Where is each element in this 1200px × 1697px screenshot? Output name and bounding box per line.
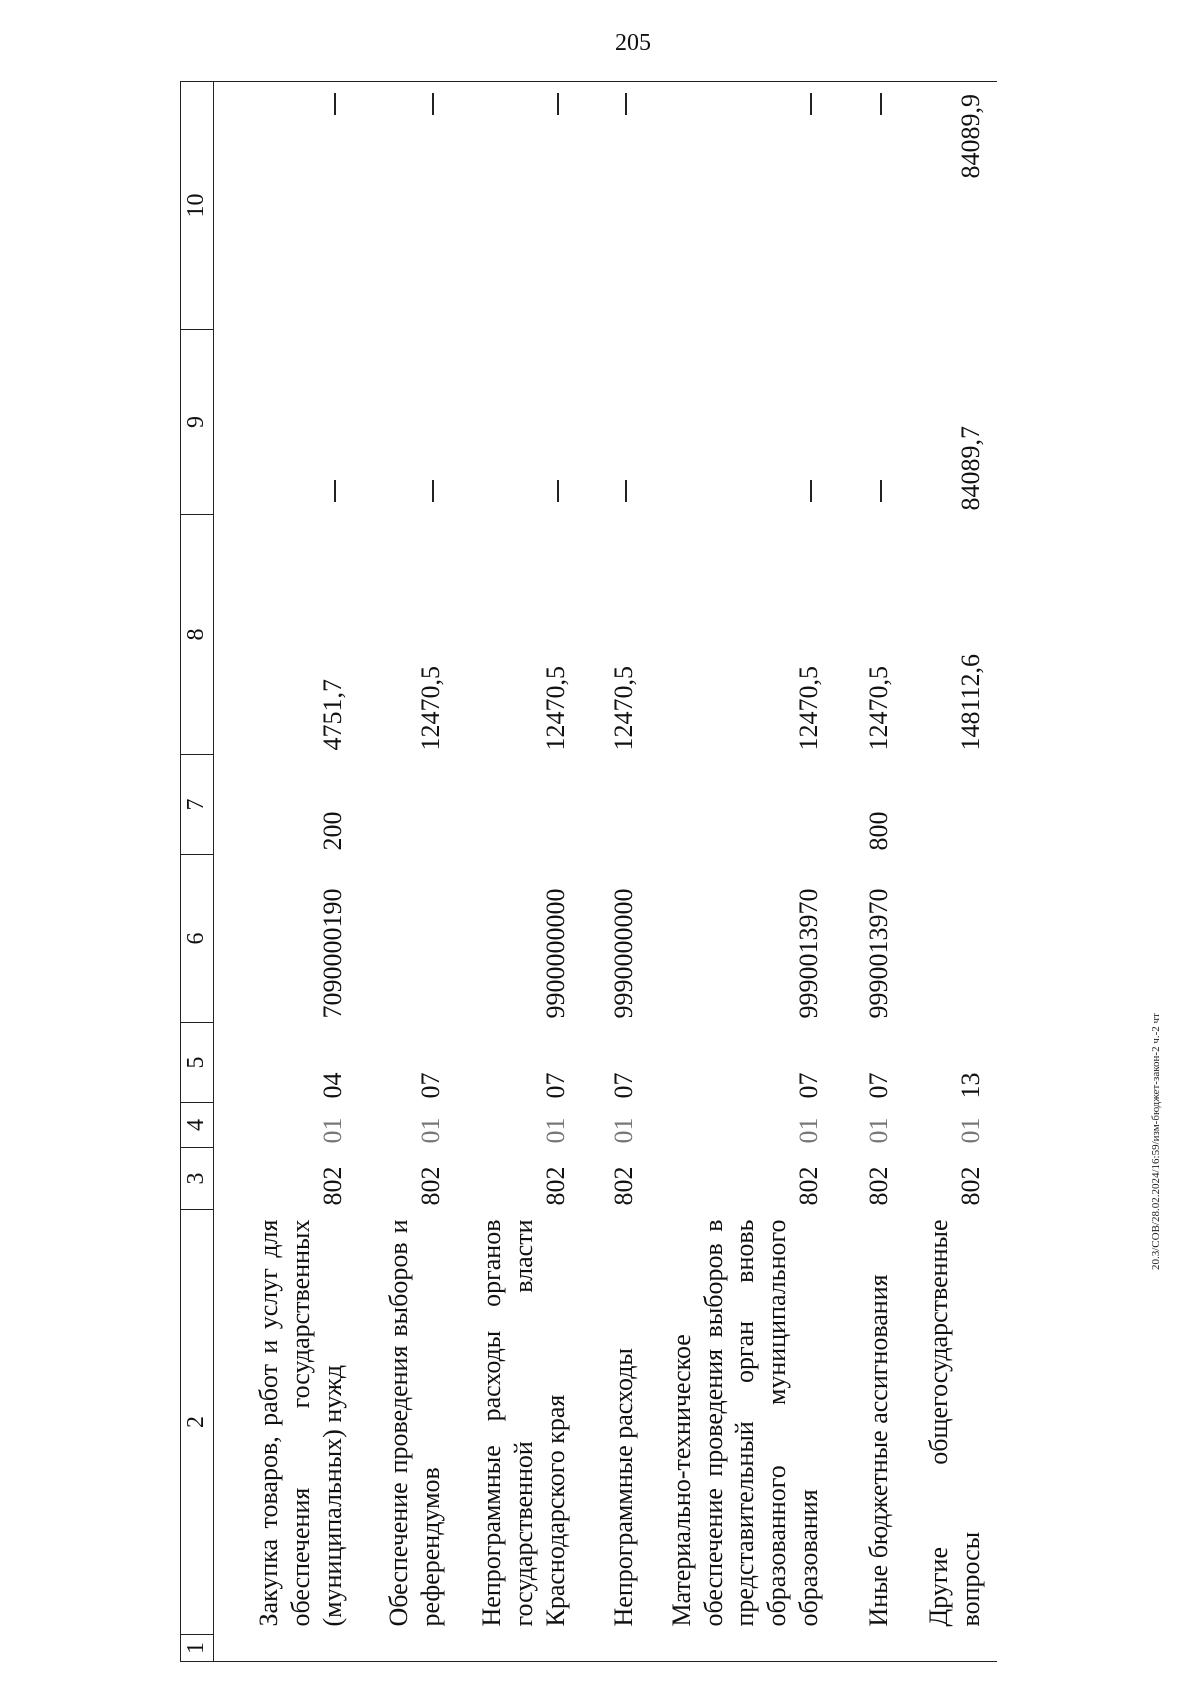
- cell-subsection: 07: [415, 1072, 445, 1099]
- cell-target: [905, 855, 997, 1023]
- header-col-5: 5: [181, 1023, 214, 1103]
- cell-target: 9900000000: [540, 888, 570, 1019]
- cell-subsection: 07: [540, 1072, 570, 1099]
- page-number: 205: [615, 30, 651, 56]
- header-col-1: 1: [181, 1635, 214, 1662]
- budget-table: [180, 81, 997, 1662]
- header-col-9: 9: [181, 330, 214, 515]
- cell-num: [905, 1635, 997, 1662]
- header-col-7: 7: [181, 755, 214, 855]
- cell-name: Непрограммные расходы: [608, 1348, 638, 1627]
- cell-subsection: 13: [955, 1072, 985, 1099]
- dash-mark: [810, 481, 812, 503]
- cell-section: 01: [540, 1117, 570, 1144]
- table-row: [582, 82, 650, 1662]
- table-row: [359, 82, 457, 1662]
- cell-section: 01: [863, 1117, 893, 1144]
- cell-ministry: 802: [793, 1166, 823, 1206]
- table-header-row: [181, 82, 214, 1662]
- cell-subsection: 07: [793, 1072, 823, 1099]
- cell-expense-type: [457, 755, 582, 855]
- cell-target: [359, 855, 457, 1023]
- dash-mark: [334, 94, 336, 116]
- cell-change-2: [214, 82, 359, 330]
- cell-change-2: 84089,9: [905, 82, 997, 330]
- dash-mark: [557, 481, 559, 503]
- cell-ministry: 802: [608, 1166, 638, 1206]
- dash-mark: [432, 481, 434, 503]
- cell-change-2: [359, 82, 457, 330]
- cell-section: 01: [793, 1117, 823, 1144]
- cell-change-1: [582, 330, 650, 515]
- cell-change-1: [359, 330, 457, 515]
- cell-name: Материально-техническое обеспечение проведения выборов в представительный орган вновь образованного муниципального образования: [666, 1219, 823, 1627]
- dash-mark: [880, 94, 882, 116]
- dash-mark: [432, 94, 434, 116]
- cell-ministry: 802: [863, 1166, 893, 1206]
- header-col-4: 4: [181, 1103, 214, 1148]
- dash-mark: [810, 94, 812, 116]
- table-row: [650, 82, 835, 1662]
- cell-change-1: 84089,7: [955, 426, 985, 511]
- cell-amount: 12470,5: [793, 666, 823, 751]
- cell-expense-type: 200: [317, 811, 347, 851]
- header-col-10: 10: [181, 82, 214, 330]
- cell-target: 9990013970: [863, 888, 893, 1019]
- cell-num: [835, 1635, 905, 1662]
- cell-ministry: 802: [415, 1166, 445, 1206]
- cell-num: [214, 1635, 359, 1662]
- cell-num: [359, 1635, 457, 1662]
- cell-expense-type: [905, 755, 997, 855]
- header-col-6: 6: [181, 855, 214, 1023]
- table-row: [214, 82, 359, 1662]
- header-col-3: 3: [181, 1148, 214, 1210]
- dash-mark: [625, 481, 627, 503]
- cell-subsection: 04: [317, 1072, 347, 1099]
- cell-target: 9990013970: [793, 888, 823, 1019]
- cell-section: 01: [415, 1117, 445, 1144]
- cell-change-2: [582, 82, 650, 330]
- cell-section: 01: [317, 1117, 347, 1144]
- document-footer: 20.3/СОВ/28.02.2024/16:59/изм-бюджет-закон-2 ч.-2 чт: [1150, 1013, 1162, 1270]
- cell-amount: 4751,7: [317, 679, 347, 751]
- cell-subsection: 07: [863, 1072, 893, 1099]
- cell-num: [582, 1635, 650, 1662]
- cell-section: 01: [608, 1117, 638, 1144]
- cell-amount: 12470,5: [608, 666, 638, 751]
- cell-expense-type: [582, 755, 650, 855]
- cell-name: Иные бюджетные ассигнования: [863, 1274, 893, 1627]
- cell-change-1: [457, 330, 582, 515]
- cell-expense-type: [650, 755, 835, 855]
- cell-target: 7090000190: [317, 888, 347, 1019]
- cell-name: Закупка товаров, работ и услуг для обеспечения государственных (муниципальных) нужд: [254, 1219, 347, 1627]
- cell-change-2: [835, 82, 905, 330]
- cell-num: [650, 1635, 835, 1662]
- cell-change-2: [650, 82, 835, 330]
- table-row: [835, 82, 905, 1662]
- cell-name: Обеспечение проведения выборов и референдумов: [384, 1219, 445, 1627]
- budget-table-wrapper: [180, 82, 1160, 1662]
- cell-ministry: 802: [540, 1166, 570, 1206]
- dash-mark: [334, 481, 336, 503]
- cell-change-1: [650, 330, 835, 515]
- cell-ministry: 802: [955, 1166, 985, 1206]
- cell-name: Непрограммные расходы органов государственной власти Краснодарского края: [477, 1219, 570, 1627]
- cell-amount: 148112,6: [955, 653, 985, 751]
- cell-change-2: [457, 82, 582, 330]
- cell-change-1: [214, 330, 359, 515]
- cell-target: 9990000000: [608, 888, 638, 1019]
- cell-amount: 12470,5: [540, 666, 570, 751]
- header-col-2: 2: [181, 1210, 214, 1635]
- cell-subsection: 07: [608, 1072, 638, 1099]
- dash-mark: [880, 481, 882, 503]
- table-row: [905, 82, 997, 1662]
- cell-change-1: [835, 330, 905, 515]
- cell-section: 01: [955, 1117, 985, 1144]
- dash-mark: [625, 94, 627, 116]
- cell-name: Другие общегосударственные вопросы: [924, 1219, 985, 1627]
- cell-amount: 12470,5: [415, 666, 445, 751]
- cell-expense-type: [359, 755, 457, 855]
- cell-amount: 12470,5: [863, 666, 893, 751]
- cell-ministry: 802: [317, 1166, 347, 1206]
- header-col-8: 8: [181, 515, 214, 755]
- dash-mark: [557, 94, 559, 116]
- table-row: [457, 82, 582, 1662]
- cell-num: [457, 1635, 582, 1662]
- cell-expense-type: 800: [863, 811, 893, 851]
